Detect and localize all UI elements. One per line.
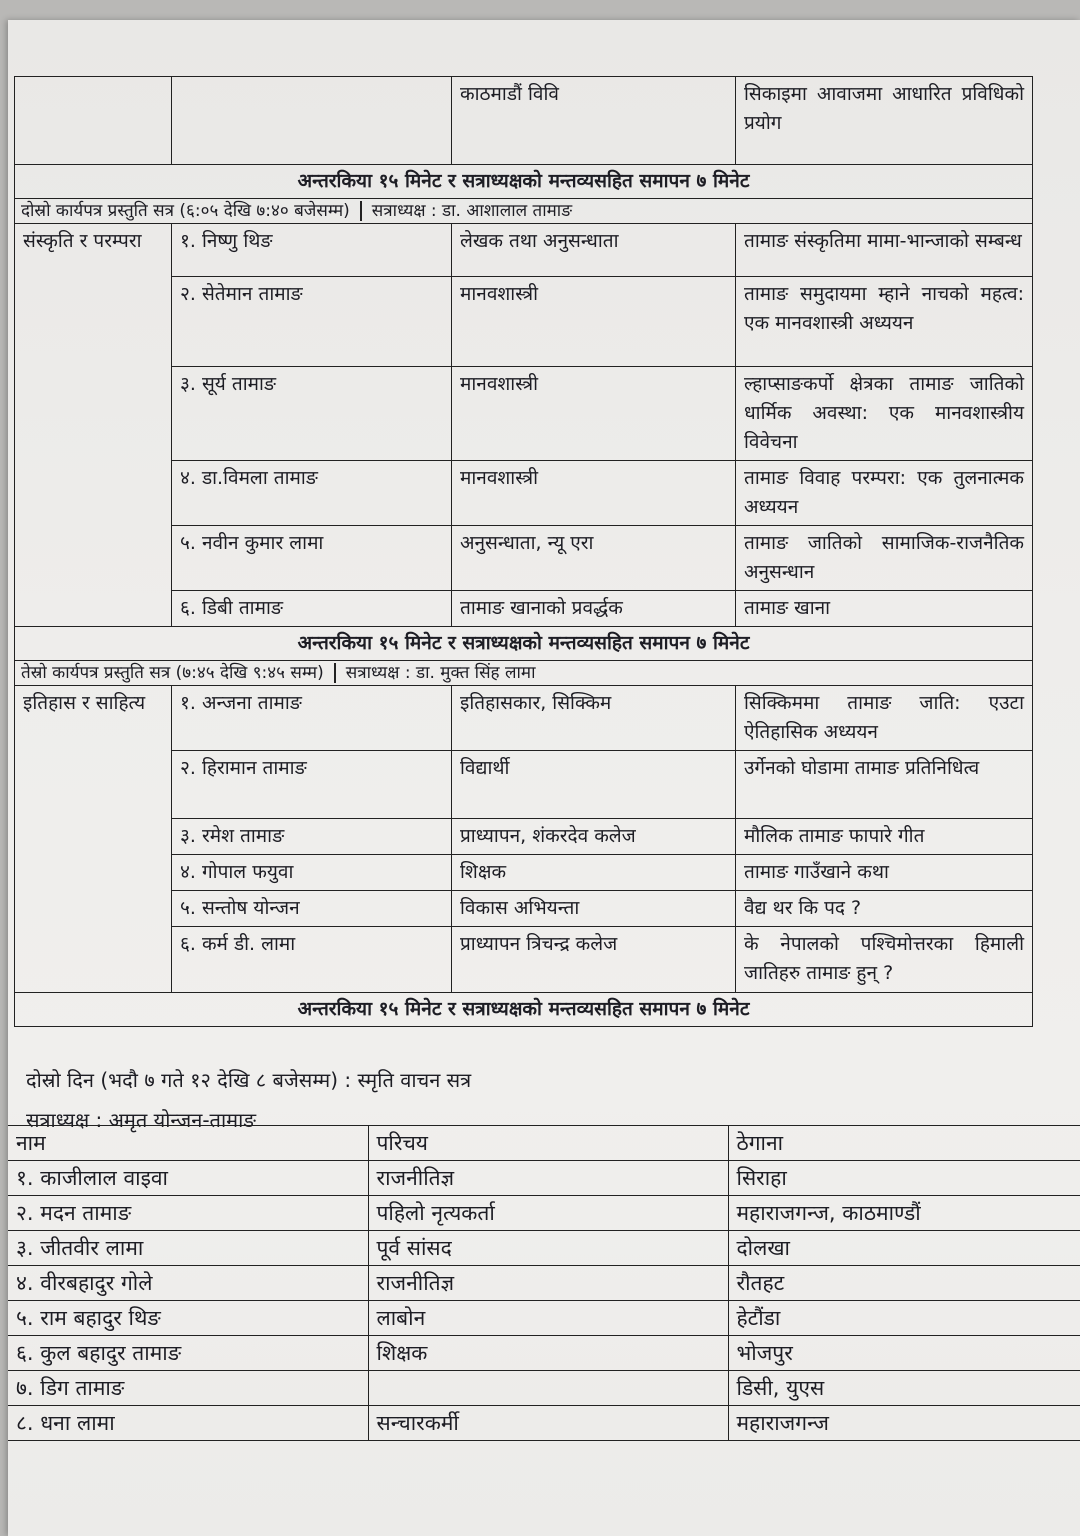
- paper-topic: ल्हाप्साङकर्पो क्षेत्रका तामाङ जातिको धार्मिक अवस्था: एक मानवशास्त्रीय विवेचना: [736, 367, 1033, 461]
- presenter-name: ३. सूर्य तामाङ: [172, 367, 452, 461]
- memorial-address: दोलखा: [728, 1231, 1080, 1266]
- paper-topic: तामाङ गाउँखाने कथा: [736, 855, 1033, 891]
- memorial-intro: [368, 1371, 728, 1406]
- presenter-name: ५. नवीन कुमार लामा: [172, 526, 452, 591]
- presenter-affiliation: अनुसन्धाता, न्यू एरा: [452, 526, 736, 591]
- memorial-address: डिसी, युएस: [728, 1371, 1080, 1406]
- table-row: [8, 1231, 1080, 1266]
- memorial-intro: लाबोन: [368, 1301, 728, 1336]
- session-2-chair: सत्राध्यक्ष : डा. आशालाल तामाङ: [371, 201, 573, 221]
- document-page: [8, 20, 1080, 1536]
- table-row: [8, 1336, 1080, 1371]
- table-row: [15, 224, 1033, 277]
- table-row: [8, 1266, 1080, 1301]
- presenter-name: ४. गोपाल फयुवा: [172, 855, 452, 891]
- memorial-address: रौतहट: [728, 1266, 1080, 1301]
- memorial-intro: शिक्षक: [368, 1336, 728, 1371]
- category-culture: संस्कृति र परम्परा: [15, 224, 172, 627]
- memorial-name: ४. वीरबहादुर गोले: [8, 1266, 368, 1301]
- interaction-note: अन्तरकिया १५ मिनेट र सत्राध्यक्षको मन्तव्यसहित समापन ७ मिनेट: [15, 993, 1033, 1027]
- paper-topic: उर्गेनको घोडामा तामाङ प्रतिनिधित्व: [736, 751, 1033, 819]
- presenter-name: ३. रमेश तामाङ: [172, 819, 452, 855]
- presenter-name: १. निष्णु थिङ: [172, 224, 452, 277]
- table-row: [8, 1301, 1080, 1336]
- column-header: ठेगाना: [728, 1126, 1080, 1161]
- memorial-address: सिराहा: [728, 1161, 1080, 1196]
- paper-topic: मौलिक तामाङ फापारे गीत: [736, 819, 1033, 855]
- memorial-name: ६. कुल बहादुर तामाङ: [8, 1336, 368, 1371]
- day-2-heading: दोस्रो दिन (भदौ ७ गते १२ देखि ८ बजेसम्म) : स्मृति वाचन सत्र: [26, 1068, 472, 1092]
- session-2-heading: दोस्रो कार्यपत्र प्रस्तुति सत्र (६:०५ देखि ७:४० बजेसम्म): [21, 201, 350, 221]
- memorial-intro: पूर्व सांसद: [368, 1231, 728, 1266]
- presenter-affiliation: विकास अभियन्ता: [452, 891, 736, 927]
- presenter-name: ५. सन्तोष योन्जन: [172, 891, 452, 927]
- presenter-affiliation: मानवशास्त्री: [452, 461, 736, 526]
- interaction-note: अन्तरकिया १५ मिनेट र सत्राध्यक्षको मन्तव्यसहित समापन ७ मिनेट: [15, 165, 1033, 199]
- memorial-address: महाराजगन्ज, काठमाण्डौं: [728, 1196, 1080, 1231]
- paper-topic: तामाङ विवाह परम्परा: एक तुलनात्मक अध्ययन: [736, 461, 1033, 526]
- table-row: [8, 1196, 1080, 1231]
- topic-cell: सिकाइमा आवाजमा आधारित प्रविधिको प्रयोग: [736, 77, 1033, 165]
- paper-topic: तामाङ समुदायमा म्हाने नाचको महत्व: एक मानवशास्त्री अध्ययन: [736, 277, 1033, 367]
- presenter-affiliation: मानवशास्त्री: [452, 277, 736, 367]
- memorial-name: ८. धना लामा: [8, 1406, 368, 1441]
- presenter-name: ४. डा.विमला तामाङ: [172, 461, 452, 526]
- presenter-name: २. हिरामान तामाङ: [172, 751, 452, 819]
- paper-topic: सिक्किममा तामाङ जाति: एउटा ऐतिहासिक अध्ययन: [736, 686, 1033, 751]
- memorial-intro: राजनीतिज्ञ: [368, 1266, 728, 1301]
- session-2-header-row: [15, 199, 1033, 224]
- presenter-affiliation: इतिहासकार, सिक्किम: [452, 686, 736, 751]
- presenter-name: १. अन्जना तामाङ: [172, 686, 452, 751]
- interaction-note-row: [15, 993, 1033, 1027]
- memorial-address: महाराजगन्ज: [728, 1406, 1080, 1441]
- program-table: [14, 76, 1033, 1027]
- category-history: इतिहास र साहित्य: [15, 686, 172, 993]
- paper-topic: तामाङ जातिको सामाजिक-राजनैतिक अनुसन्धान: [736, 526, 1033, 591]
- table-row: [15, 686, 1033, 751]
- column-header: परिचय: [368, 1126, 728, 1161]
- presenter-affiliation: प्राध्यापन त्रिचन्द्र कलेज: [452, 927, 736, 993]
- memorial-name: ३. जीतवीर लामा: [8, 1231, 368, 1266]
- table-row: [15, 77, 1033, 165]
- presenter-affiliation: प्राध्यापन, शंकरदेव कलेज: [452, 819, 736, 855]
- memorial-name: १. काजीलाल वाइवा: [8, 1161, 368, 1196]
- day-2-chair: सत्राध्यक्ष : अमृत योन्जन-तामाङ: [26, 1108, 257, 1132]
- memorial-name: ७. डिग तामाङ: [8, 1371, 368, 1406]
- presenter-affiliation: शिक्षक: [452, 855, 736, 891]
- memorial-name: ५. राम बहादुर थिङ: [8, 1301, 368, 1336]
- memorial-address: भोजपुर: [728, 1336, 1080, 1371]
- table-row: [8, 1371, 1080, 1406]
- paper-topic: तामाङ खाना: [736, 591, 1033, 627]
- memorial-intro: पहिलो नृत्यकर्ता: [368, 1196, 728, 1231]
- paper-topic: के नेपालको पश्चिमोत्तरका हिमाली जातिहरु तामाङ हुन् ?: [736, 927, 1033, 993]
- session-3-heading: तेस्रो कार्यपत्र प्रस्तुति सत्र (७:४५ देखि ९:४५ सम्म): [21, 663, 324, 683]
- presenter-name: ६. डिबी तामाङ: [172, 591, 452, 627]
- session-3-chair: सत्राध्यक्ष : डा. मुक्त सिंह लामा: [345, 663, 536, 683]
- presenter-affiliation: मानवशास्त्री: [452, 367, 736, 461]
- paper-topic: तामाङ संस्कृतिमा मामा-भान्जाको सम्बन्ध: [736, 224, 1033, 277]
- affiliation-cell: काठमाडौं विवि: [452, 77, 736, 165]
- paper-topic: वैद्य थर कि पद ?: [736, 891, 1033, 927]
- interaction-note-row: [15, 627, 1033, 661]
- presenter-name: २. सेतेमान तामाङ: [172, 277, 452, 367]
- presenter-name: ६. कर्म डी. लामा: [172, 927, 452, 993]
- interaction-note-row: [15, 165, 1033, 199]
- memorial-intro: सन्चारकर्मी: [368, 1406, 728, 1441]
- column-header: नाम: [8, 1126, 368, 1161]
- memorial-intro: राजनीतिज्ञ: [368, 1161, 728, 1196]
- session-3-header-row: [15, 661, 1033, 686]
- memorial-table: [8, 1125, 1080, 1441]
- interaction-note: अन्तरकिया १५ मिनेट र सत्राध्यक्षको मन्तव्यसहित समापन ७ मिनेट: [15, 627, 1033, 661]
- table-row: [8, 1406, 1080, 1441]
- presenter-affiliation: लेखक तथा अनुसन्धाता: [452, 224, 736, 277]
- presenter-affiliation: तामाङ खानाको प्रवर्द्धक: [452, 591, 736, 627]
- memorial-name: २. मदन तामाङ: [8, 1196, 368, 1231]
- memorial-address: हेटौंडा: [728, 1301, 1080, 1336]
- presenter-affiliation: विद्यार्थी: [452, 751, 736, 819]
- table-header-row: [8, 1126, 1080, 1161]
- table-row: [8, 1161, 1080, 1196]
